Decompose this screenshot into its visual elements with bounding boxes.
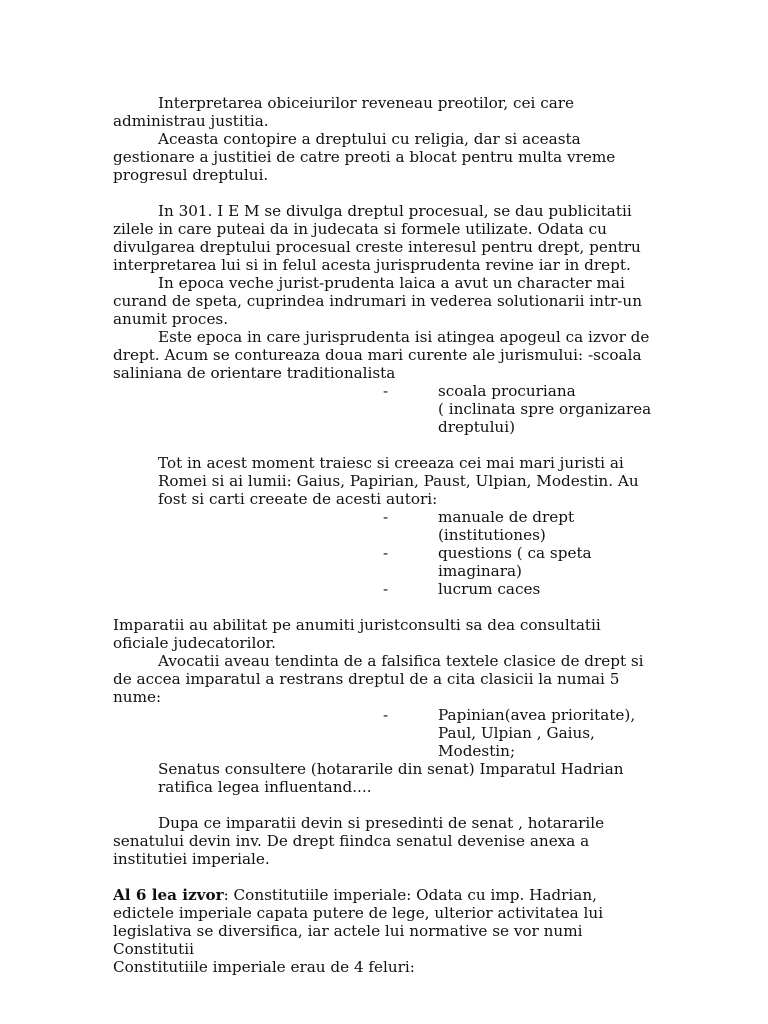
text-line: Dupa ce imparatii devin si presedinti de senat , hotararile bbox=[158, 814, 605, 832]
list-item: dreptului) bbox=[438, 418, 515, 436]
list-dash: - bbox=[383, 508, 389, 526]
text-line: progresul dreptului. bbox=[113, 166, 269, 184]
text-line: Aceasta contopire a dreptului cu religia, dar si aceasta bbox=[158, 130, 581, 148]
text-line: gestionare a justitiei de catre preoti a blocat pentru multa vreme bbox=[113, 148, 616, 166]
text-line: saliniana de orientare traditionalista bbox=[113, 364, 396, 382]
list-item: Modestin; bbox=[438, 742, 516, 760]
list-item: Papinian(avea prioritate), bbox=[438, 706, 636, 724]
text-line: zilele in care puteai da in judecata si formele utilizate. Odata cu bbox=[113, 220, 607, 238]
text-line: Constitutiile imperiale erau de 4 feluri: bbox=[113, 958, 415, 976]
text-line: Constitutii bbox=[113, 940, 195, 958]
text-line: In 301. I E M se divulga dreptul procesual, se dau publicitatii bbox=[158, 202, 632, 220]
text-span: : Constitutiile imperiale: Odata cu imp. Hadrian, bbox=[223, 886, 597, 904]
list-dash: - bbox=[383, 382, 389, 400]
text-line: divulgarea dreptului procesual creste interesul pentru drept, pentru bbox=[113, 238, 641, 256]
text-line: Imparatii au abilitat pe anumiti juristconsulti sa dea consultatii bbox=[113, 616, 601, 634]
section-heading: Al 6 lea izvor bbox=[113, 886, 224, 904]
text-line: ratifica legea influentand.... bbox=[158, 778, 372, 796]
text-line: senatului devin inv. De drept fiindca senatul devenise anexa a bbox=[113, 832, 590, 850]
list-item: Paul, Ulpian , Gaius, bbox=[438, 724, 595, 742]
text-line: administrau justitia. bbox=[113, 112, 269, 130]
text-line: oficiale judecatorilor. bbox=[113, 634, 276, 652]
text-line: de accea imparatul a restrans dreptul de a cita clasicii la numai 5 bbox=[113, 670, 620, 688]
text-line: drept. Acum se contureaza doua mari curente ale jurismului: -scoala bbox=[113, 346, 642, 364]
text-line: Interpretarea obiceiurilor reveneau preotilor, cei care bbox=[158, 94, 575, 112]
text-line bbox=[113, 886, 597, 904]
text-line: Romei si ai lumii: Gaius, Papirian, Paust, Ulpian, Modestin. Au bbox=[158, 472, 639, 490]
text-line: Avocatii aveau tendinta de a falsifica textele clasice de drept si bbox=[158, 652, 644, 670]
list-dash: - bbox=[383, 706, 389, 724]
list-dash: - bbox=[383, 544, 389, 562]
list-item: imaginara) bbox=[438, 562, 522, 580]
list-item: lucrum caces bbox=[438, 580, 541, 598]
text-line: legislativa se diversifica, iar actele lui normative se vor numi bbox=[113, 922, 583, 940]
text-line: Tot in acest moment traiesc si creeaza cei mai mari juristi ai bbox=[158, 454, 624, 472]
list-item: scoala procuriana bbox=[438, 382, 576, 400]
list-dash: - bbox=[383, 580, 389, 598]
text-line: edictele imperiale capata putere de lege, ulterior activitatea lui bbox=[113, 904, 604, 922]
text-line: anumit proces. bbox=[113, 310, 229, 328]
list-item: ( inclinata spre organizarea bbox=[438, 400, 652, 418]
text-line: curand de speta, cuprindea indrumari in vederea solutionarii intr-un bbox=[113, 292, 642, 310]
text-line: Senatus consultere (hotararile din senat) Imparatul Hadrian bbox=[158, 760, 624, 778]
text-line: fost si carti creeate de acesti autori: bbox=[158, 490, 438, 508]
text-line: institutiei imperiale. bbox=[113, 850, 270, 868]
text-line: interpretarea lui si in felul acesta jurisprudenta revine iar in drept. bbox=[113, 256, 631, 274]
list-item: manuale de drept bbox=[438, 508, 575, 526]
list-item: questions ( ca speta bbox=[438, 544, 592, 562]
text-line: Este epoca in care jurisprudenta isi atingea apogeul ca izvor de bbox=[158, 328, 650, 346]
text-line: nume: bbox=[113, 688, 162, 706]
text-line: In epoca veche jurist-prudenta laica a avut un character mai bbox=[158, 274, 625, 292]
list-item: (institutiones) bbox=[438, 526, 546, 544]
